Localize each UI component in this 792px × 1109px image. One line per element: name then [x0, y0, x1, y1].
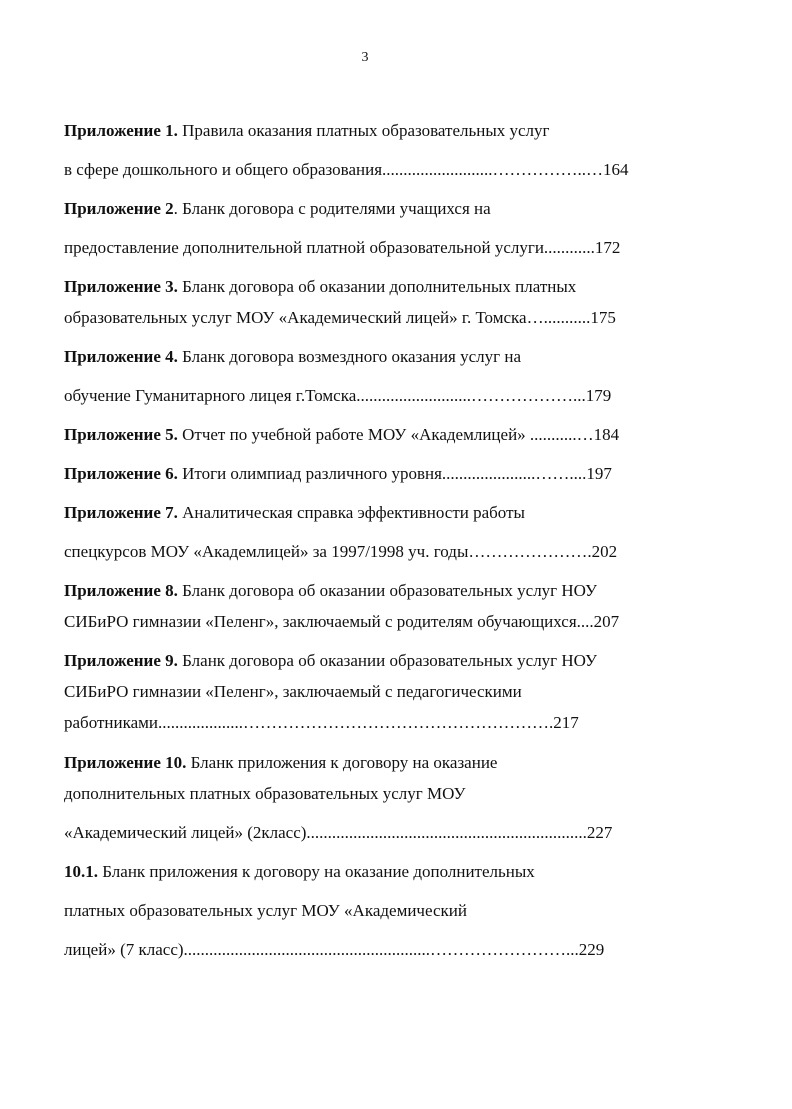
- toc-entry-text: Аналитическая справка эффективности работы: [177, 503, 525, 522]
- toc-entry-5-line-1: [64, 425, 619, 445]
- toc-entry-1-line-1: [64, 121, 550, 141]
- toc-entry-text: Бланк договора об оказании образовательных услуг НОУ: [177, 651, 598, 670]
- toc-entry-8-line-1: [64, 581, 597, 601]
- toc-entry-label: Приложение 4.: [64, 347, 178, 366]
- toc-entry-text: Бланк приложения к договору на оказание дополнительных: [98, 862, 535, 881]
- toc-entry-label: Приложение 1.: [64, 121, 178, 140]
- toc-entry-10-line-2: дополнительных платных образовательных услуг МОУ: [64, 784, 466, 803]
- toc-entry-10-1-line-3: лицей» (7 класс)..........................................................……………………...229: [64, 940, 605, 959]
- toc-entry-1-line-2: в сфере дошкольного и общего образования..........................……………..…164: [64, 160, 629, 179]
- toc-entry-text: Итоги олимпиад различного уровня......................……....197: [177, 464, 612, 483]
- toc-entry-2-line-1: [64, 199, 491, 219]
- toc-entry-text: Бланк договора об оказании образовательных услуг НОУ: [177, 581, 598, 600]
- toc-entry-10-1-line-1: [64, 862, 535, 882]
- toc-entry-label: Приложение 2: [64, 199, 174, 218]
- toc-entry-10-line-1: [64, 753, 497, 773]
- toc-entry-2-line-2: предоставление дополнительной платной образовательной услуги............172: [64, 238, 621, 257]
- toc-entry-label: Приложение 10.: [64, 753, 187, 772]
- toc-entry-text: Бланк приложения к договору на оказание: [186, 753, 498, 772]
- toc-entry-3-line-1: [64, 277, 576, 297]
- toc-entry-9-line-3: работниками....................……………………………………………….217: [64, 713, 579, 732]
- toc-entry-9-line-1: [64, 651, 597, 671]
- toc-entry-label: 10.1.: [64, 862, 98, 881]
- toc-entry-3-line-2: образовательных услуг МОУ «Академический лицей» г. Томска…...........175: [64, 308, 616, 327]
- toc-entry-label: Приложение 9.: [64, 651, 178, 670]
- toc-entry-label: Приложение 8.: [64, 581, 178, 600]
- toc-entry-label: Приложение 3.: [64, 277, 178, 296]
- toc-entry-label: Приложение 5.: [64, 425, 178, 444]
- toc-entry-4-line-1: [64, 347, 521, 367]
- toc-entry-4-line-2: обучение Гуманитарного лицея г.Томска...........................………………...179: [64, 386, 612, 405]
- toc-entry-text: Бланк договора возмездного оказания услуг на: [177, 347, 522, 366]
- toc-entry-10-1-line-2: платных образовательных услуг МОУ «Академический: [64, 901, 467, 920]
- toc-entry-7-line-2: спецкурсов МОУ «Академлицей» за 1997/1998 уч. годы………………….202: [64, 542, 618, 561]
- toc-entry-8-line-2: СИБиРО гимназии «Пеленг», заключаемый с родителям обучающихся....207: [64, 612, 620, 631]
- toc-entry-text: Правила оказания платных образовательных услуг: [177, 121, 550, 140]
- toc-entry-7-line-1: [64, 503, 525, 523]
- toc-entry-10-line-3: «Академический лицей» (2класс)..................................................................227: [64, 823, 613, 842]
- toc-entry-label: Приложение 7.: [64, 503, 178, 522]
- toc-entry-label: Приложение 6.: [64, 464, 178, 483]
- toc-entry-9-line-2: СИБиРО гимназии «Пеленг», заключаемый с педагогическими: [64, 682, 522, 701]
- toc-entry-text: Бланк договора об оказании дополнительных платных: [177, 277, 577, 296]
- toc-entry-text: Отчет по учебной работе МОУ «Академлицей» ...........…184: [177, 425, 620, 444]
- toc-entry-6-line-1: [64, 464, 612, 484]
- page-number: 3: [361, 50, 369, 65]
- toc-entry-text: . Бланк договора с родителями учащихся на: [173, 199, 491, 218]
